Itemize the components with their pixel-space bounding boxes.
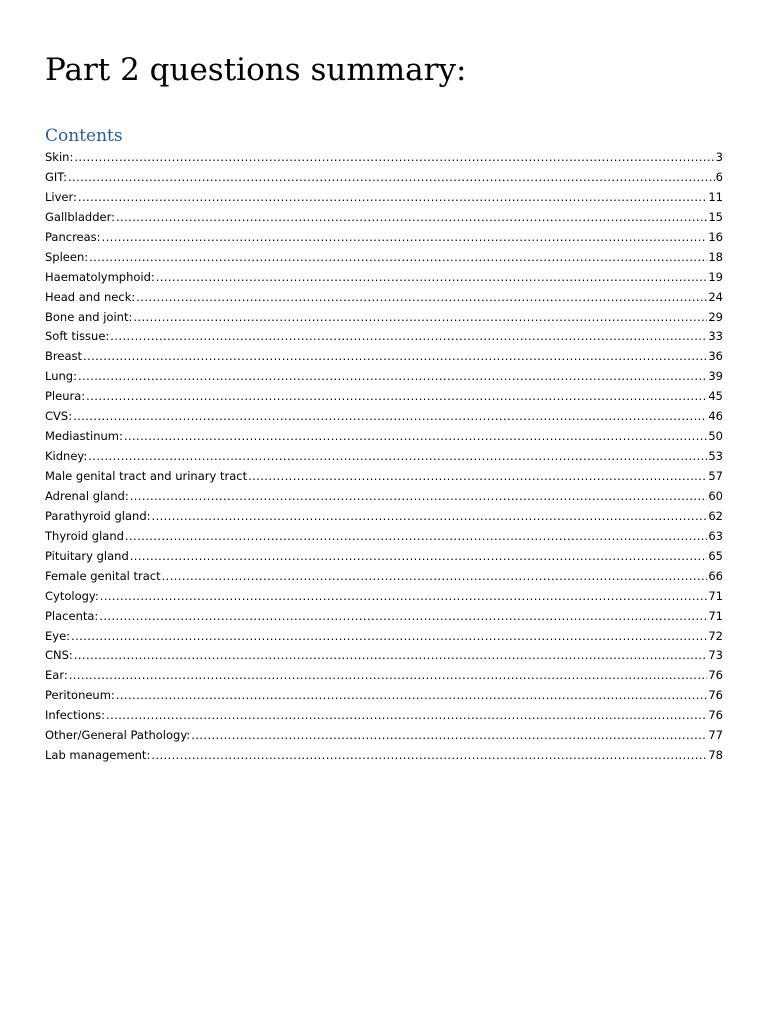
toc-entry[interactable] <box>45 648 723 668</box>
toc-entry[interactable] <box>45 748 723 768</box>
toc-entry-label: Pleura: <box>45 389 86 404</box>
toc-dot-leader <box>133 310 707 324</box>
toc-dot-leader <box>156 270 708 284</box>
toc-entry-page-number: 77 <box>708 728 723 743</box>
toc-entry[interactable] <box>45 369 723 389</box>
toc-dot-leader <box>248 469 707 483</box>
toc-entry-page-number: 76 <box>708 668 723 683</box>
toc-dot-leader <box>130 549 708 563</box>
toc-dot-leader <box>74 648 708 662</box>
document-title: Part 2 questions summary: <box>45 52 467 88</box>
toc-entry-page-number: 18 <box>708 249 723 264</box>
toc-entry-page-number: 50 <box>708 429 723 444</box>
toc-entry[interactable] <box>45 150 723 170</box>
toc-entry-label: Haematolymphoid: <box>45 269 155 284</box>
toc-entry[interactable] <box>45 429 723 449</box>
toc-dot-leader <box>88 449 707 463</box>
toc-entry-label: Eye: <box>45 628 71 643</box>
toc-entry[interactable] <box>45 609 723 629</box>
toc-dot-leader <box>102 230 708 244</box>
toc-entry-label: Pancreas: <box>45 229 101 244</box>
toc-entry[interactable] <box>45 170 723 190</box>
toc-dot-leader <box>130 489 708 503</box>
toc-entry-page-number: 63 <box>708 528 723 543</box>
toc-entry-label: Peritoneum: <box>45 688 115 703</box>
toc-entry[interactable] <box>45 250 723 270</box>
toc-entry[interactable] <box>45 589 723 609</box>
toc-dot-leader <box>86 389 707 403</box>
toc-entry-label: Pituitary gland <box>45 548 129 563</box>
toc-entry[interactable] <box>45 230 723 250</box>
toc-entry-label: Spleen: <box>45 249 89 264</box>
toc-dot-leader <box>83 349 707 363</box>
toc-entry[interactable] <box>45 349 723 369</box>
toc-entry[interactable] <box>45 190 723 210</box>
toc-dot-leader <box>106 708 707 722</box>
toc-entry-label: Lung: <box>45 369 77 384</box>
toc-entry[interactable] <box>45 688 723 708</box>
toc-heading: Contents <box>45 126 123 146</box>
toc-entry-label: Liver: <box>45 189 77 204</box>
toc-entry[interactable] <box>45 529 723 549</box>
toc-entry-label: Other/General Pathology: <box>45 728 191 743</box>
toc-entry-page-number: 15 <box>708 209 723 224</box>
toc-entry-page-number: 76 <box>708 708 723 723</box>
toc-entry[interactable] <box>45 549 723 569</box>
toc-dot-leader <box>152 509 708 523</box>
toc-entry[interactable] <box>45 728 723 748</box>
toc-entry-label: Bone and joint: <box>45 309 133 324</box>
toc-entry-page-number: 36 <box>708 349 723 364</box>
toc-dot-leader <box>99 609 707 623</box>
toc-entry-label: CVS: <box>45 409 73 424</box>
toc-dot-leader <box>100 589 708 603</box>
toc-entry-page-number: 72 <box>708 628 723 643</box>
toc-entry-label: Female genital tract <box>45 568 161 583</box>
toc-entry-label: CNS: <box>45 648 73 663</box>
toc-entry-label: Mediastinum: <box>45 429 123 444</box>
toc-dot-leader <box>69 668 708 682</box>
toc-entry-page-number: 33 <box>708 329 723 344</box>
toc-dot-leader <box>162 569 708 583</box>
toc-entry-label: Male genital tract and urinary tract <box>45 469 248 483</box>
toc-entry[interactable] <box>45 469 723 489</box>
toc-entry-page-number: 45 <box>708 389 723 404</box>
toc-entry-label: Thyroid gland <box>45 528 124 543</box>
toc-entry-label: Gallbladder: <box>45 209 115 224</box>
toc-entry[interactable] <box>45 210 723 230</box>
toc-entry[interactable] <box>45 409 723 429</box>
toc-entry-page-number: 11 <box>708 189 723 204</box>
toc-entry[interactable] <box>45 389 723 409</box>
toc-entry[interactable] <box>45 449 723 469</box>
toc-dot-leader <box>71 629 707 643</box>
toc-entry[interactable] <box>45 509 723 529</box>
toc-entry-page-number: 19 <box>708 269 723 284</box>
toc-entry-label: Lab management: <box>45 748 151 763</box>
toc-entry-label: GIT: <box>45 169 67 184</box>
toc-entry-page-number: 60 <box>708 488 723 503</box>
toc-entry[interactable] <box>45 290 723 310</box>
toc-entry-label: Parathyroid gland: <box>45 508 151 523</box>
toc-entry-page-number: 71 <box>708 588 723 603</box>
toc-entry[interactable] <box>45 629 723 649</box>
toc-dot-leader <box>73 409 707 423</box>
toc-entry-page-number: 16 <box>708 229 723 244</box>
toc-entry-label: Placenta: <box>45 608 99 623</box>
toc-entry-label: Ear: <box>45 668 68 683</box>
toc-entry-label: Infections: <box>45 708 106 723</box>
toc-dot-leader <box>74 150 714 164</box>
toc-dot-leader <box>89 250 707 264</box>
toc-dot-leader <box>124 429 707 443</box>
toc-entry-page-number: 46 <box>708 409 723 424</box>
toc-dot-leader <box>68 170 715 184</box>
toc-entry[interactable] <box>45 270 723 290</box>
toc-entry-page-number: 62 <box>708 508 723 523</box>
toc-entry-page-number: 29 <box>708 309 723 324</box>
toc-dot-leader <box>116 688 708 702</box>
toc-entry-label: Kidney: <box>45 449 88 464</box>
toc-entry[interactable] <box>45 489 723 509</box>
toc-dot-leader <box>136 290 707 304</box>
toc-entry[interactable] <box>45 310 723 330</box>
toc-entry-label: Skin: <box>45 150 74 164</box>
toc-entry[interactable] <box>45 668 723 688</box>
toc-entry-page-number: 6 <box>715 169 723 184</box>
toc-entry-label: Cytology: <box>45 588 99 603</box>
toc-entry-page-number: 65 <box>708 548 723 563</box>
toc-entry-page-number: 3 <box>715 150 723 164</box>
toc-dot-leader <box>110 329 707 343</box>
toc-dot-leader <box>78 190 707 204</box>
toc-dot-leader <box>191 728 707 742</box>
toc-entry-page-number: 76 <box>708 688 723 703</box>
toc-dot-leader <box>78 369 707 383</box>
toc-dot-leader <box>116 210 707 224</box>
table-of-contents <box>45 150 723 768</box>
toc-entry-page-number: 73 <box>708 648 723 663</box>
toc-entry-page-number: 71 <box>708 608 723 623</box>
toc-entry-page-number: 78 <box>708 748 723 763</box>
toc-dot-leader <box>151 748 707 762</box>
toc-entry-label: Head and neck: <box>45 289 136 304</box>
toc-entry-label: Adrenal gland: <box>45 488 129 503</box>
toc-entry[interactable] <box>45 708 723 728</box>
toc-entry-page-number: 53 <box>708 449 723 464</box>
toc-entry-page-number: 66 <box>708 568 723 583</box>
toc-entry[interactable] <box>45 329 723 349</box>
toc-entry-label: Breast <box>45 349 82 364</box>
toc-entry-label: Soft tissue: <box>45 329 110 344</box>
toc-entry-page-number: 39 <box>708 369 723 384</box>
toc-dot-leader <box>125 529 707 543</box>
toc-entry-page-number: 57 <box>708 469 723 483</box>
toc-entry-page-number: 24 <box>708 289 723 304</box>
toc-entry[interactable] <box>45 569 723 589</box>
